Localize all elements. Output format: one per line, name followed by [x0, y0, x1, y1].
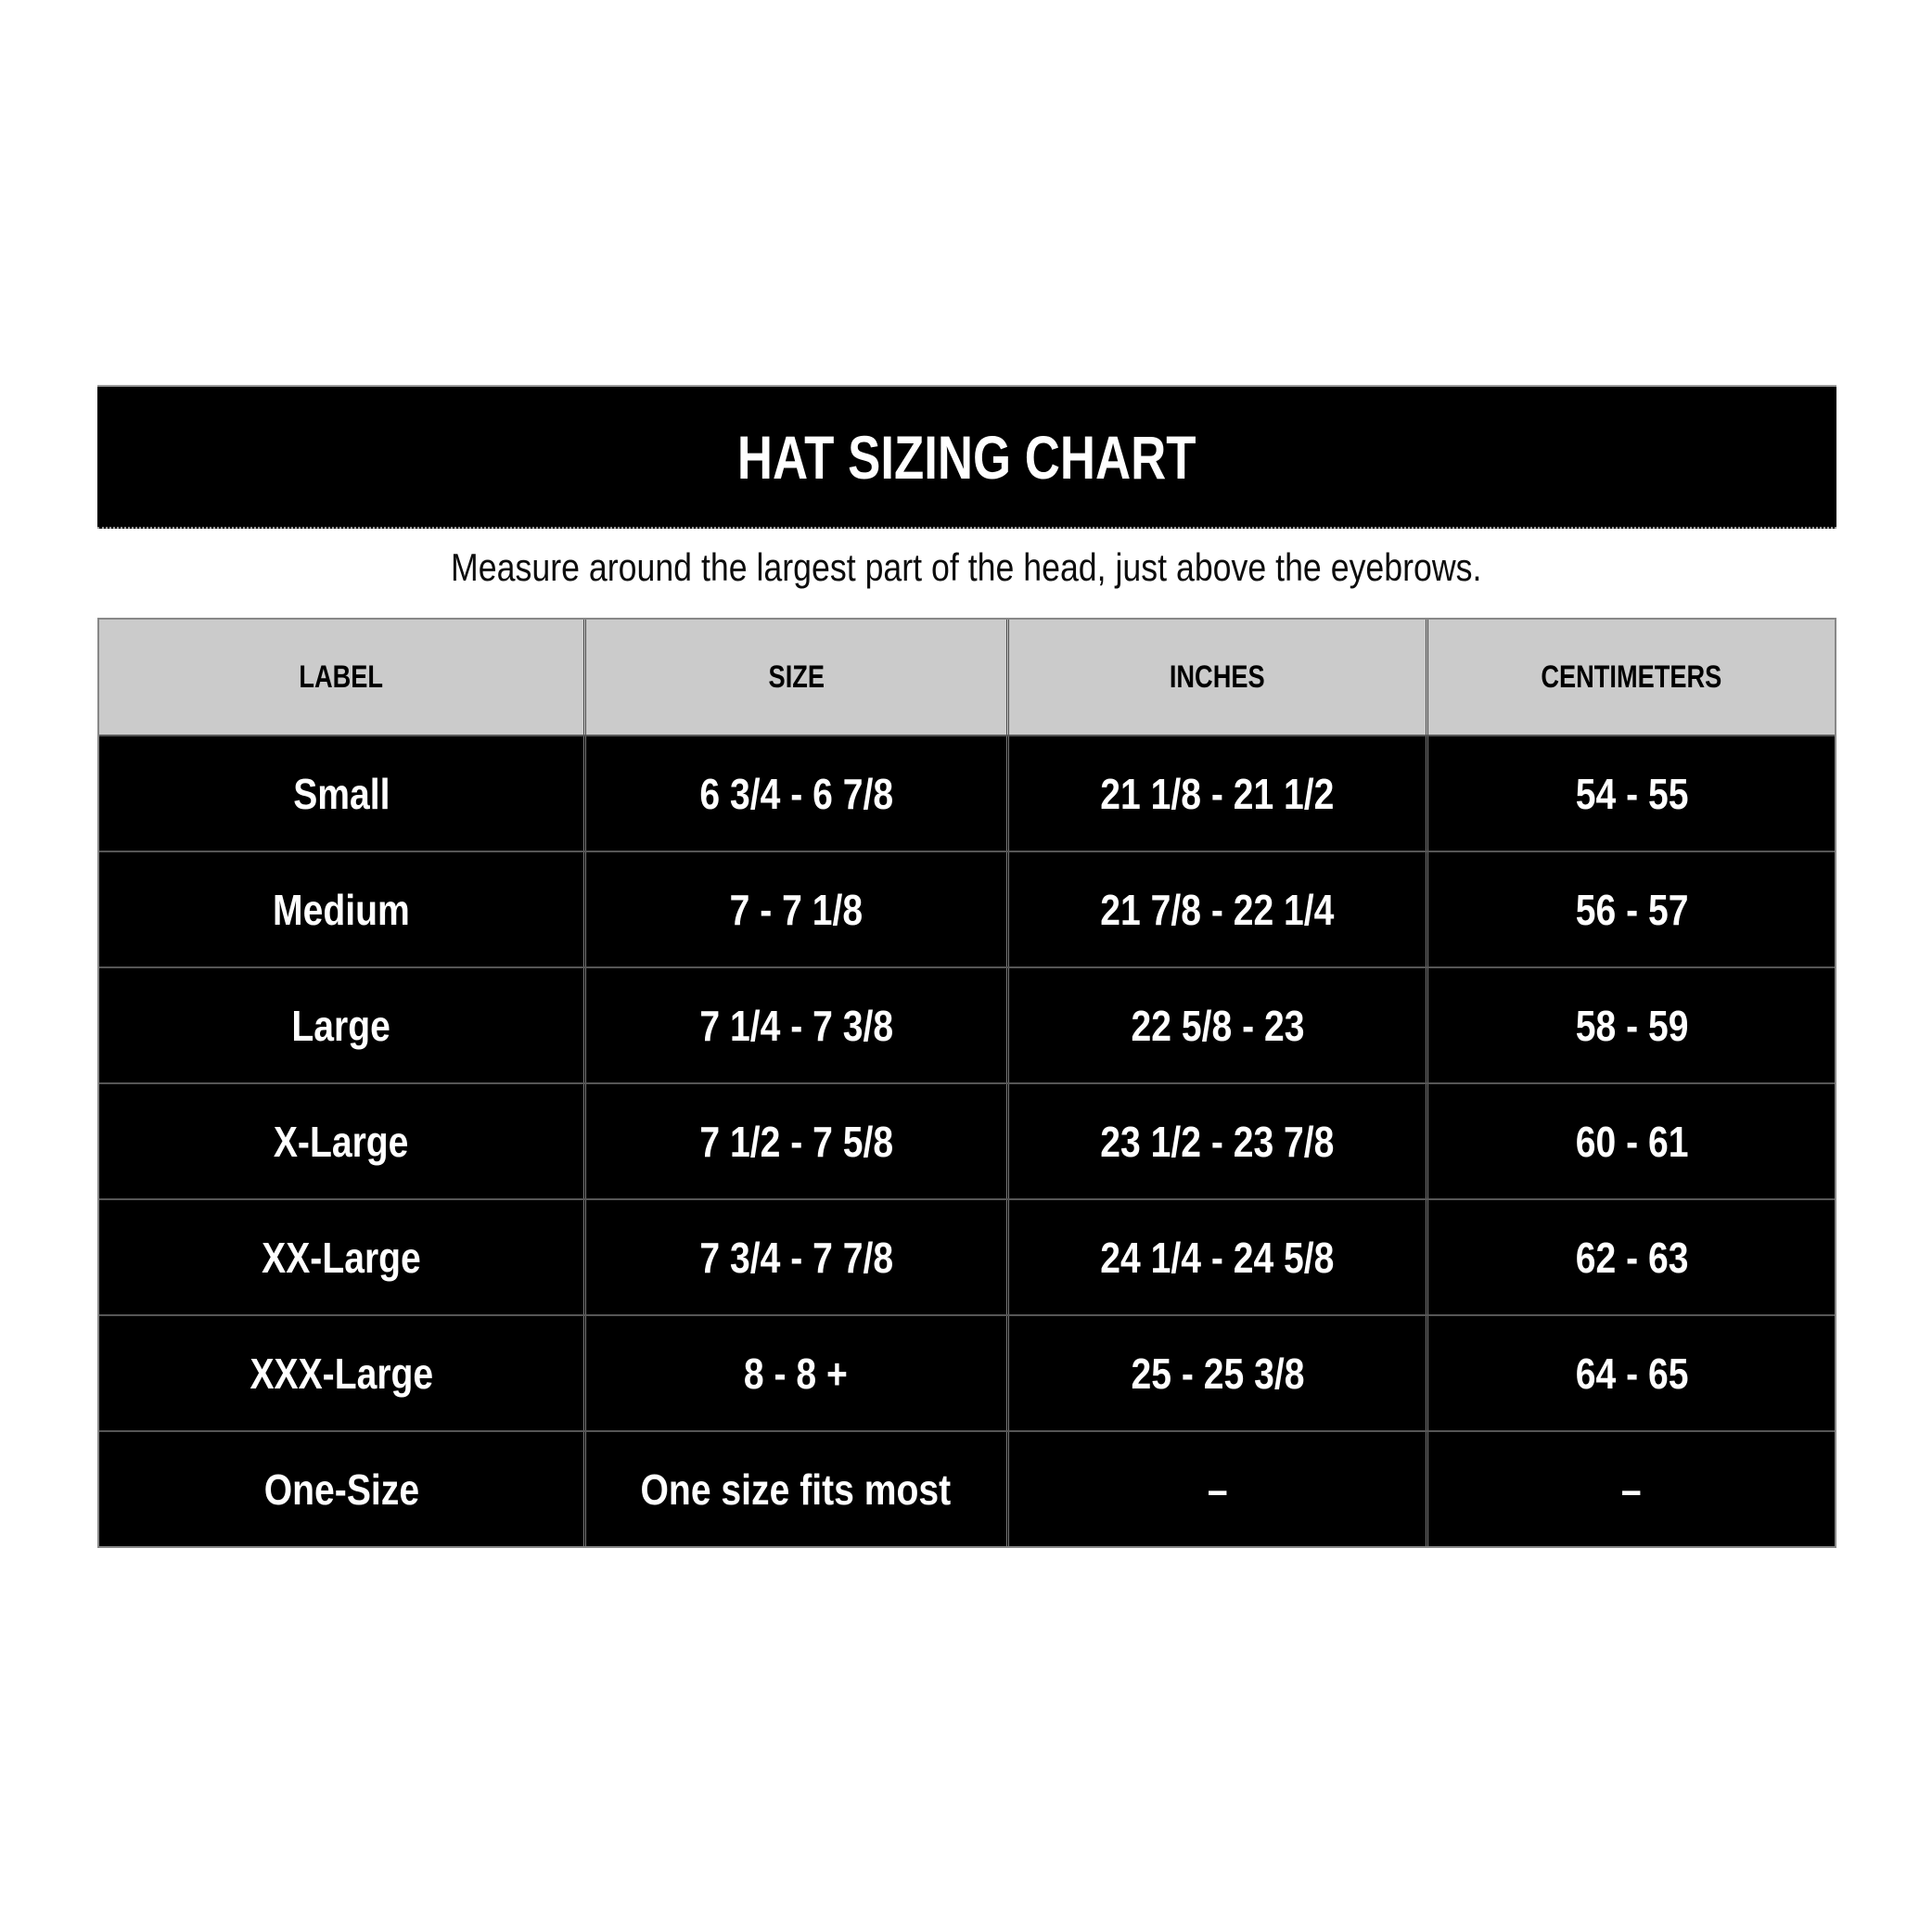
cell-label: Small [292, 769, 390, 818]
table-row-one-size [99, 1430, 1835, 1546]
cell-label: One-Size [263, 1465, 419, 1514]
cell-label: X-Large [274, 1117, 409, 1166]
cell-centimeters: 56 - 57 [1426, 852, 1835, 966]
cell-size: 7 - 7 1/8 [583, 852, 1006, 966]
cell-inches: 21 7/8 - 22 1/4 [1006, 852, 1427, 966]
cell-inches: – [1006, 1432, 1427, 1546]
column-header-label: LABEL [299, 659, 384, 695]
cell-inches: 23 1/2 - 23 7/8 [1006, 1084, 1427, 1198]
cell-size: 7 3/4 - 7 7/8 [583, 1200, 1006, 1314]
cell-size: 7 1/4 - 7 3/8 [583, 968, 1006, 1082]
table-row-xx-large [99, 1198, 1835, 1314]
cell-label: Medium [273, 885, 410, 934]
cell-size: 6 3/4 - 6 7/8 [583, 736, 1006, 851]
cell-label: XXX-Large [249, 1349, 433, 1398]
cell-centimeters: 54 - 55 [1426, 736, 1835, 851]
cell-inches: 22 5/8 - 23 [1006, 968, 1427, 1082]
cell-centimeters: 64 - 65 [1426, 1316, 1835, 1430]
cell-size: 7 1/2 - 7 5/8 [583, 1084, 1006, 1198]
column-header-centimeters: CENTIMETERS [1426, 620, 1835, 735]
cell-label: XX-Large [262, 1233, 421, 1282]
cell-centimeters: 60 - 61 [1426, 1084, 1835, 1198]
cell-size: 8 - 8 + [583, 1316, 1006, 1430]
column-header-size: SIZE [583, 620, 1006, 735]
cell-centimeters: 58 - 59 [1426, 968, 1835, 1082]
hat-sizing-table [97, 618, 1836, 1548]
table-row-xxx-large [99, 1314, 1835, 1430]
measure-instructions: Measure around the largest part of the head, just above the eyebrows. [450, 545, 1482, 589]
cell-size: One size fits most [583, 1432, 1006, 1546]
page-title: HAT SIZING CHART [737, 422, 1196, 492]
cell-inches: 24 1/4 - 24 5/8 [1006, 1200, 1427, 1314]
title-bar [97, 385, 1836, 529]
cell-centimeters: 62 - 63 [1426, 1200, 1835, 1314]
table-row-small [99, 735, 1835, 851]
cell-inches: 21 1/8 - 21 1/2 [1006, 736, 1427, 851]
cell-label: Large [291, 1001, 391, 1050]
cell-inches: 25 - 25 3/8 [1006, 1316, 1427, 1430]
column-header-inches: INCHES [1006, 620, 1427, 735]
table-row-large [99, 966, 1835, 1082]
cell-centimeters: – [1426, 1432, 1835, 1546]
table-row-medium [99, 851, 1835, 966]
table-header-row [99, 620, 1835, 735]
table-row-x-large [99, 1082, 1835, 1198]
